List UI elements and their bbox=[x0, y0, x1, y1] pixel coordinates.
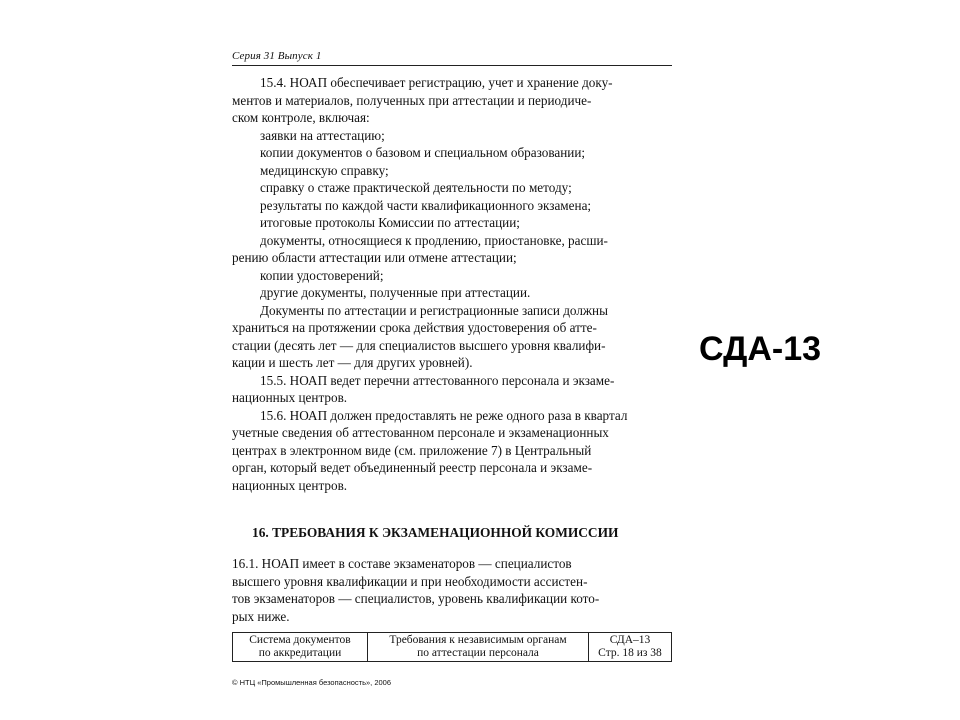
header-rule bbox=[232, 65, 672, 66]
footer-text: Система документов bbox=[249, 634, 351, 646]
footer-text: по аккредитации bbox=[258, 647, 342, 659]
text-line: национных центров. bbox=[232, 477, 348, 493]
section-15-body bbox=[232, 74, 672, 494]
text-line: учетные сведения об аттестованном персонале и экзаменационных bbox=[232, 425, 609, 440]
document-page bbox=[232, 50, 676, 710]
text-line: 16.1. НОАП имеет в составе экзаменаторов — специалистов bbox=[232, 556, 572, 571]
list-item: копии документов о базовом и специальном образовании; bbox=[260, 145, 586, 160]
paragraph-documents-retention bbox=[232, 302, 672, 372]
list-item: итоговые протоколы Комиссии по аттестации; bbox=[260, 215, 520, 230]
list-item-continuation: рению области аттестации или отмене аттестации; bbox=[232, 250, 517, 265]
footer-text: по аттестации персонала bbox=[417, 647, 539, 659]
text-line: высшего уровня квалификации и при необходимости ассистен- bbox=[232, 573, 588, 589]
text-line: 15.6. НОАП должен предоставлять не реже одного раза в квартал bbox=[260, 407, 628, 423]
text-line: кации и шесть лет — для других уровней). bbox=[232, 355, 473, 370]
footer-text: СДА–13 bbox=[609, 634, 651, 646]
text-line: 15.4. НОАП обеспечивает регистрацию, учет и хранение доку- bbox=[260, 75, 613, 90]
list-item: заявки на аттестацию; bbox=[260, 127, 385, 143]
copyright-notice: © НТЦ «Промышленная безопасность», 2006 bbox=[232, 678, 392, 687]
page-number: Стр. 18 из 38 bbox=[598, 647, 662, 659]
document-code-label: СДА-13 bbox=[699, 330, 822, 368]
list-item: документы, относящиеся к продлению, приостановке, расши- bbox=[260, 232, 608, 248]
text-line: национных центров. bbox=[232, 390, 348, 405]
text-line: 15.5. НОАП ведет перечни аттестованного персонала и экзаме- bbox=[260, 372, 615, 388]
list-item: копии удостоверений; bbox=[260, 267, 384, 283]
text-line: орган, который ведет объединенный реестр персонала и экзаме- bbox=[232, 460, 593, 475]
text-line: стации (десять лет — для специалистов высшего уровня квалифи- bbox=[232, 337, 606, 353]
list-item: результаты по каждой части квалификационного экзамена; bbox=[260, 197, 592, 213]
paragraph-15-6 bbox=[232, 407, 672, 495]
footer-doc-title bbox=[368, 633, 589, 662]
section-16-heading: 16. ТРЕБОВАНИЯ К ЭКЗАМЕНАЦИОННОЙ КОМИССИИ bbox=[252, 525, 619, 540]
text-line: храниться на протяжении срока действия удостоверения об атте- bbox=[232, 320, 597, 335]
text-line: тов экзаменаторов — специалистов, уровень квалификации кото- bbox=[232, 591, 600, 606]
footer-doc-system bbox=[233, 633, 368, 662]
list-item: справку о стаже практической деятельности по методу; bbox=[260, 180, 572, 195]
footer-text: Требования к независимым органам bbox=[389, 634, 567, 646]
paragraph-16-1 bbox=[232, 555, 672, 625]
text-line: центрах в электронном виде (см. приложение 7) в Центральный bbox=[232, 442, 592, 458]
text-line: ментов и материалов, полученных при аттестации и периодиче- bbox=[232, 92, 592, 108]
footer-doc-code bbox=[589, 633, 672, 662]
text-line: Документы по аттестации и регистрационные записи должны bbox=[260, 302, 608, 318]
list-item: другие документы, полученные при аттестации. bbox=[260, 285, 531, 300]
list-item: медицинскую справку; bbox=[260, 162, 389, 178]
paragraph-15-5 bbox=[232, 372, 672, 407]
paragraph-15-4 bbox=[232, 74, 672, 127]
text-line: ском контроле, включая: bbox=[232, 110, 370, 125]
text-line: рых ниже. bbox=[232, 608, 290, 624]
footer-table bbox=[232, 632, 672, 662]
series-header: Серия 31 Выпуск 1 bbox=[232, 50, 322, 62]
